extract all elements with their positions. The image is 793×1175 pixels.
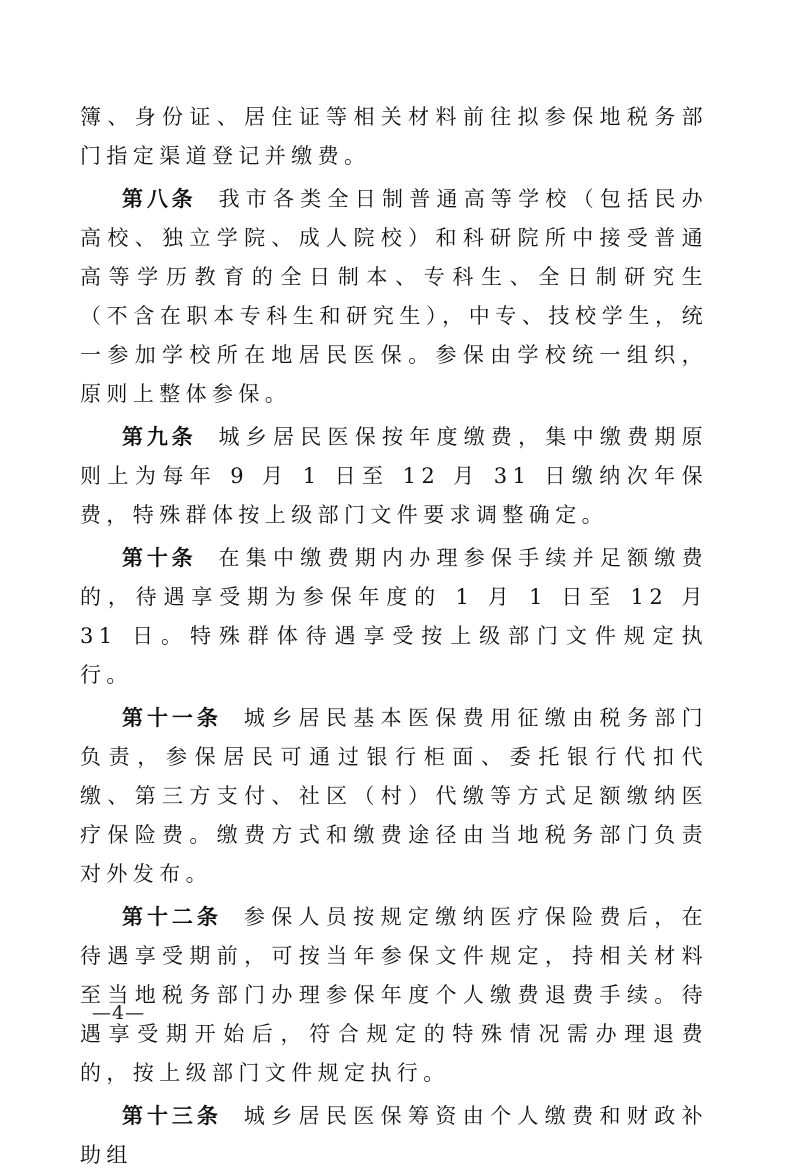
- article-8-paragraph: [80, 180, 708, 414]
- article-10-paragraph: [80, 539, 708, 695]
- article-12-title: 第十二条: [122, 905, 222, 929]
- article-10-text: 在集中缴费期内办理参保手续并足额缴费的，待遇享受期为参保年度的 1 月 1 日至 12 月 31 日。特殊群体待遇享受按上级部门文件规定执行。: [80, 546, 709, 687]
- article-11-paragraph: [80, 699, 708, 894]
- article-9-paragraph: [80, 418, 708, 535]
- article-13-title: 第十三条: [122, 1104, 222, 1128]
- article-12-paragraph: [80, 898, 708, 1093]
- document-body: [80, 98, 708, 1175]
- article-11-title: 第十一条: [122, 706, 222, 730]
- article-9-text: 城乡居民医保按年度缴费，集中缴费期原则上为每年 9 月 1 日至 12 月 31 日缴纳次年保费，特殊群体按上级部门文件要求调整确定。: [80, 425, 709, 527]
- article-11-text: 城乡居民基本医保费用征缴由税务部门负责，参保居民可通过银行柜面、委托银行代扣代缴、第三方支付、社区（村）代缴等方式足额缴纳医疗保险费。缴费方式和缴费途径由当地税务部门负责对外发布。: [80, 706, 708, 886]
- paragraph-text: 簿、身份证、居住证等相关材料前往拟参保地税务部门指定渠道登记并缴费。: [80, 105, 708, 168]
- article-10-title: 第十条: [122, 546, 197, 570]
- article-8-title: 第八条: [122, 187, 197, 211]
- article-8-text: 我市各类全日制普通高等学校（包括民办高校、独立学院、成人院校）和科研院所中接受普通高等学历教育的全日制本、专科生、全日制研究生（不含在职本专科生和研究生），中专、技校学生，统一参加学校所在地居民医保。参保由学校统一组织，原则上整体参保。: [80, 187, 709, 406]
- article-13-text: 城乡居民医保筹资由个人缴费和财政补助组: [80, 1104, 708, 1167]
- article-12-text: 参保人员按规定缴纳医疗保险费后，在待遇享受期前，可按当年参保文件规定，持相关材料至当地税务部门办理参保年度个人缴费退费手续。待遇享受期开始后，符合规定的特殊情况需办理退费的，按上级部门文件规定执行。: [80, 905, 708, 1085]
- article-9-title: 第九条: [122, 425, 197, 449]
- paragraph-continued: [80, 98, 708, 176]
- page-number: —4—: [92, 1002, 146, 1024]
- article-13-paragraph: [80, 1097, 708, 1175]
